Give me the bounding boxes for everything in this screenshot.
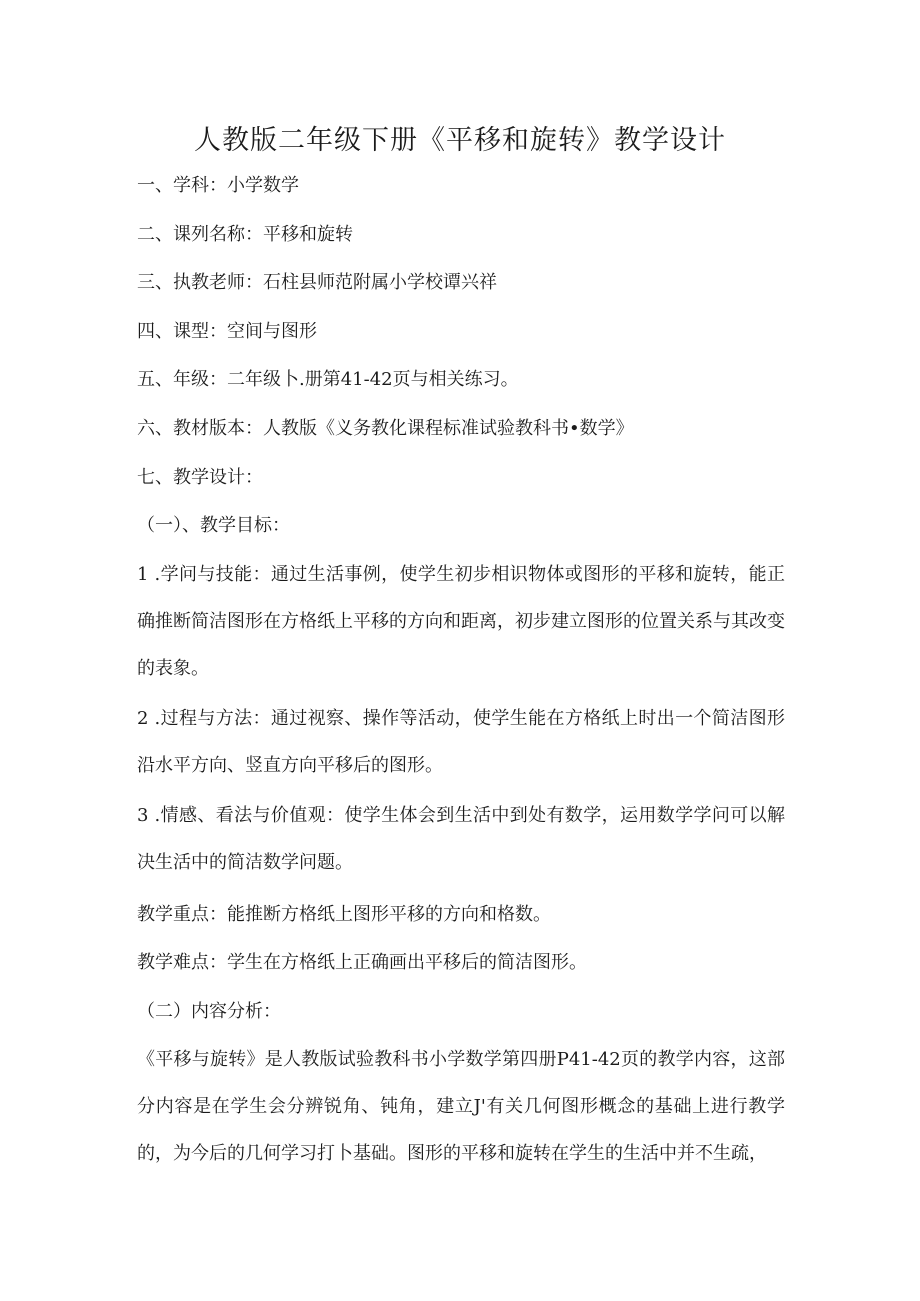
info-type: 四、课型：空间与图形 [137, 321, 317, 342]
goals-heading: （一）、教学目标： [137, 515, 290, 536]
goal-item-process: 2 .过程与方法：通过视察、操作等活动，使学生能在方格纸上时出一个简洁图形沿水平方向、竖直方向平移后的图形。 [137, 708, 785, 776]
document-title: 人教版二年级下册《平移和旋转》教学设计 [194, 125, 726, 156]
info-course: 二、课列名称：平移和旋转 [137, 224, 353, 245]
analysis-paragraph: 《平移与旋转》是人教版试验教科书小学数学第四册P41-42页的教学内容，这部分内容是在学生会分辨锐角、钝角，建立J'有关几何图形概念的基础上进行教学的，为今后的几何学习打卜基础。图形的平移和旋转在学生的生活中并不生疏， [137, 1049, 785, 1164]
info-design: 七、教学设计： [137, 467, 263, 488]
goal-item-attitude: 3 .情感、看法与价值观：使学生体会到生活中到处有数学，运用数学学问可以解决生活中的简洁数学问题。 [137, 805, 785, 873]
difficulty-point: 教学难点：学生在方格纸上正确画出平移后的简洁图形。 [137, 952, 587, 973]
analysis-heading: （二）内容分析： [137, 1001, 281, 1022]
info-grade: 五、年级：二年级卜.册第41-42页与相关练习。 [137, 369, 519, 390]
info-teacher: 三、执教老师：石柱县师范附属小学校谭兴祥 [137, 272, 497, 293]
info-subject: 一、学科：小学数学 [137, 175, 299, 196]
goal-item-knowledge: 1 .学问与技能：通过生活事例，使学生初步相识物体或图形的平移和旋转，能正确推断简洁图形在方格纸上平移的方向和距离，初步建立图形的位置关系与其改变的表象。 [137, 564, 785, 679]
key-point: 教学重点：能推断方格纸上图形平移的方向和格数。 [137, 904, 551, 925]
info-edition: 六、教材版本：人教版《义务教化课程标准试验教科书•数学》 [137, 418, 634, 439]
